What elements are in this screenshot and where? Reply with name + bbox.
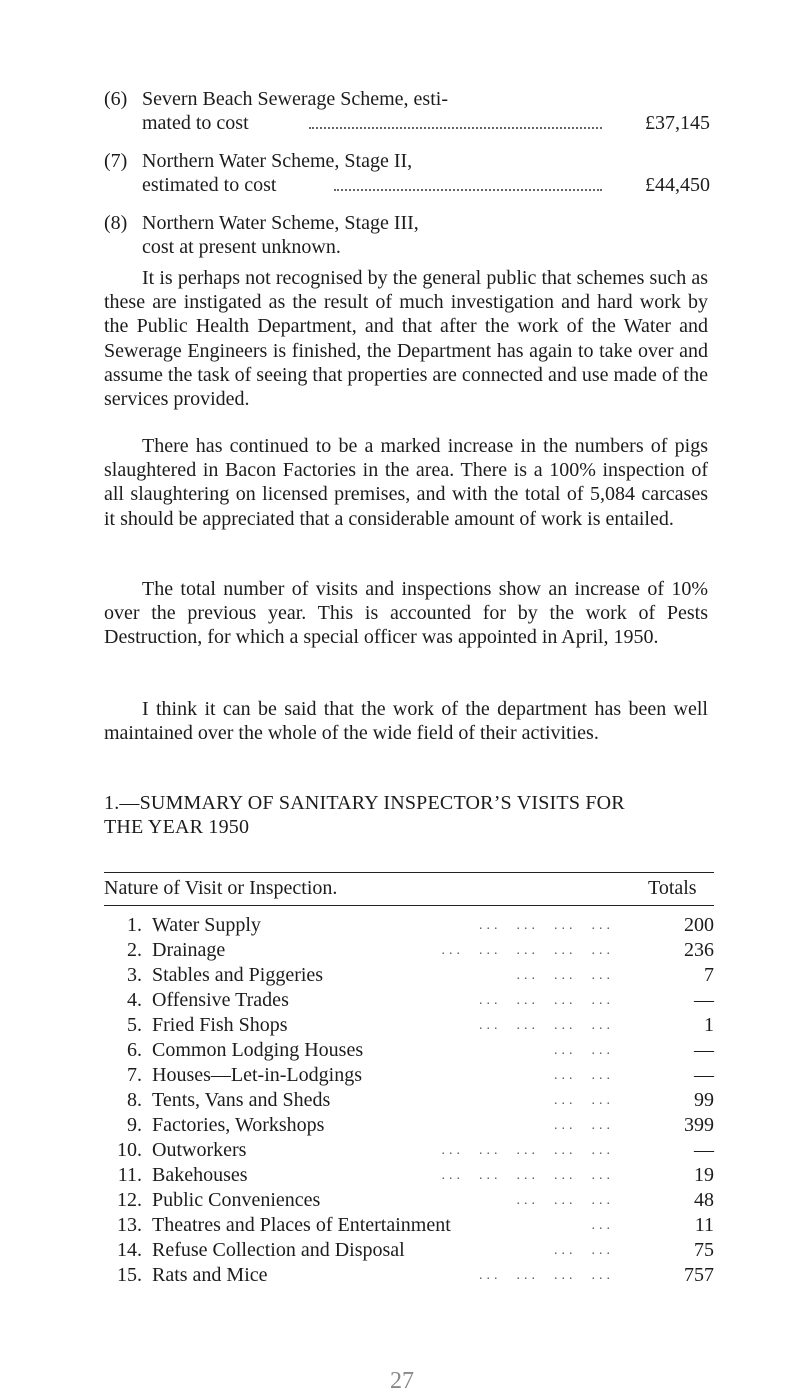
- row-number: 5.: [127, 1014, 142, 1036]
- row-label: Tents, Vans and Sheds: [152, 1089, 331, 1111]
- row-label: Drainage: [152, 939, 226, 961]
- row-number: 4.: [127, 989, 142, 1011]
- dot-leader: ... ...: [554, 1093, 614, 1108]
- row-label: Refuse Collection and Disposal: [152, 1239, 405, 1261]
- dot-leader: [334, 172, 602, 191]
- row-total: 236: [684, 939, 714, 961]
- row-label: Stables and Piggeries: [152, 964, 324, 986]
- table-row: [104, 913, 714, 938]
- dot-leader: ... ... ... ...: [479, 1268, 614, 1283]
- table-row: [104, 1113, 714, 1138]
- row-total: 7: [704, 964, 714, 986]
- row-number: 2.: [127, 939, 142, 961]
- scheme-item: [104, 210, 710, 262]
- page-number: 27: [390, 1368, 414, 1394]
- section-heading-line: THE YEAR 1950: [104, 816, 250, 838]
- section-heading: [104, 791, 714, 839]
- row-label: Factories, Workshops: [152, 1114, 325, 1136]
- body-paragraph: It is perhaps not recognised by the general public that schemes such as these are instigated as the result of much investigation and hard work by the Public Health Department, and that after the work of the Water and Sewerage Engineers is finished, the Department has again to take over and assume the task of seeing that properties are connected and use made of the services provided.: [104, 267, 708, 411]
- row-total: —: [694, 1039, 714, 1061]
- row-number: 11.: [117, 1164, 142, 1186]
- dot-leader: ... ... ... ... ...: [441, 1168, 614, 1183]
- scheme-description-cont: estimated to cost: [142, 174, 277, 196]
- row-total: 75: [694, 1239, 714, 1261]
- table-row: [104, 938, 714, 963]
- row-label: Bakehouses: [152, 1164, 248, 1186]
- dot-leader: ... ... ...: [516, 1193, 614, 1208]
- row-total: 1: [704, 1014, 714, 1036]
- row-label: Houses—Let-in-Lodgings: [152, 1064, 362, 1086]
- scheme-cost: £44,450: [645, 174, 710, 196]
- scheme-number: (7): [104, 150, 128, 172]
- dot-leader: ... ... ... ...: [479, 1018, 614, 1033]
- dot-leader: ... ... ... ... ...: [441, 943, 614, 958]
- table-row: [104, 1188, 714, 1213]
- row-number: 1.: [127, 914, 142, 936]
- row-total: 48: [694, 1189, 714, 1211]
- table-row: [104, 963, 714, 988]
- scheme-description-cont: mated to cost: [142, 112, 249, 134]
- table-row: [104, 1013, 714, 1038]
- row-label: Theatres and Places of Entertainment: [152, 1214, 451, 1236]
- row-label: Rats and Mice: [152, 1264, 268, 1286]
- scheme-number: (8): [104, 212, 128, 234]
- row-label: Outworkers: [152, 1139, 247, 1161]
- row-number: 7.: [127, 1064, 142, 1086]
- table-row: [104, 1138, 714, 1163]
- section-heading-line: 1.—SUMMARY OF SANITARY INSPECTOR’S VISITS FOR: [104, 792, 625, 814]
- row-total: 399: [684, 1114, 714, 1136]
- scheme-description-cont: cost at present unknown.: [142, 236, 341, 258]
- row-number: 3.: [127, 964, 142, 986]
- scheme-cost: £37,145: [645, 112, 710, 134]
- scheme-item: [104, 148, 710, 200]
- body-paragraph: The total number of visits and inspections show an increase of 10% over the previous year. This is accounted for by the work of Pests Destruction, for which a special officer was appointed in April, 1950.: [104, 578, 708, 649]
- table-row: [104, 1263, 714, 1288]
- table-row: [104, 1038, 714, 1063]
- dot-leader: ... ... ...: [516, 968, 614, 983]
- table-row: [104, 988, 714, 1013]
- row-label: Offensive Trades: [152, 989, 289, 1011]
- row-total: 757: [684, 1264, 714, 1286]
- dot-leader: [309, 110, 602, 129]
- dot-leader: ... ...: [554, 1118, 614, 1133]
- scheme-description: Northern Water Scheme, Stage III,: [142, 212, 419, 234]
- dot-leader: ... ... ... ...: [479, 993, 614, 1008]
- row-label: Fried Fish Shops: [152, 1014, 288, 1036]
- dot-leader: ... ...: [554, 1068, 614, 1083]
- dot-leader: ... ...: [554, 1043, 614, 1058]
- row-total: —: [694, 1064, 714, 1086]
- row-total: 11: [694, 1214, 714, 1236]
- column-header-nature: Nature of Visit or Inspection.: [104, 877, 338, 899]
- table-top-rule: [104, 872, 714, 873]
- table-row: [104, 1088, 714, 1113]
- row-total: 19: [694, 1164, 714, 1186]
- row-total: 99: [694, 1089, 714, 1111]
- scheme-description: Severn Beach Sewerage Scheme, esti-: [142, 88, 448, 110]
- column-header-totals: Totals: [648, 877, 697, 899]
- scheme-item: [104, 86, 710, 138]
- table-row: [104, 1063, 714, 1088]
- row-number: 14.: [117, 1239, 142, 1261]
- row-number: 13.: [117, 1214, 142, 1236]
- dot-leader: ...: [591, 1218, 614, 1233]
- row-number: 15.: [117, 1264, 142, 1286]
- dot-leader: ... ... ... ...: [479, 918, 614, 933]
- row-total: —: [694, 989, 714, 1011]
- body-paragraph: There has continued to be a marked increase in the numbers of pigs slaughtered in Bacon Factories in the area. There is a 100% inspection of all slaughtering on licensed premises, and with the total of 5,084 carcases it should be appreciated that a considerable amount of work is entailed.: [104, 435, 708, 530]
- dot-leader: ... ...: [554, 1243, 614, 1258]
- scheme-number: (6): [104, 88, 128, 110]
- body-paragraph: I think it can be said that the work of the department has been well maintained over the whole of the wide field of their activities.: [104, 698, 708, 745]
- row-number: 10.: [117, 1139, 142, 1161]
- dot-leader: ... ... ... ... ...: [441, 1143, 614, 1158]
- row-label: Water Supply: [152, 914, 261, 936]
- table-row: [104, 1238, 714, 1263]
- row-number: 12.: [117, 1189, 142, 1211]
- row-label: Common Lodging Houses: [152, 1039, 364, 1061]
- scheme-description: Northern Water Scheme, Stage II,: [142, 150, 413, 172]
- row-number: 6.: [127, 1039, 142, 1061]
- table-row: [104, 1163, 714, 1188]
- table-header-rule: [104, 905, 714, 906]
- row-number: 8.: [127, 1089, 142, 1111]
- row-total: —: [694, 1139, 714, 1161]
- row-total: 200: [684, 914, 714, 936]
- row-label: Public Conveniences: [152, 1189, 321, 1211]
- table-row: [104, 1213, 714, 1238]
- row-number: 9.: [127, 1114, 142, 1136]
